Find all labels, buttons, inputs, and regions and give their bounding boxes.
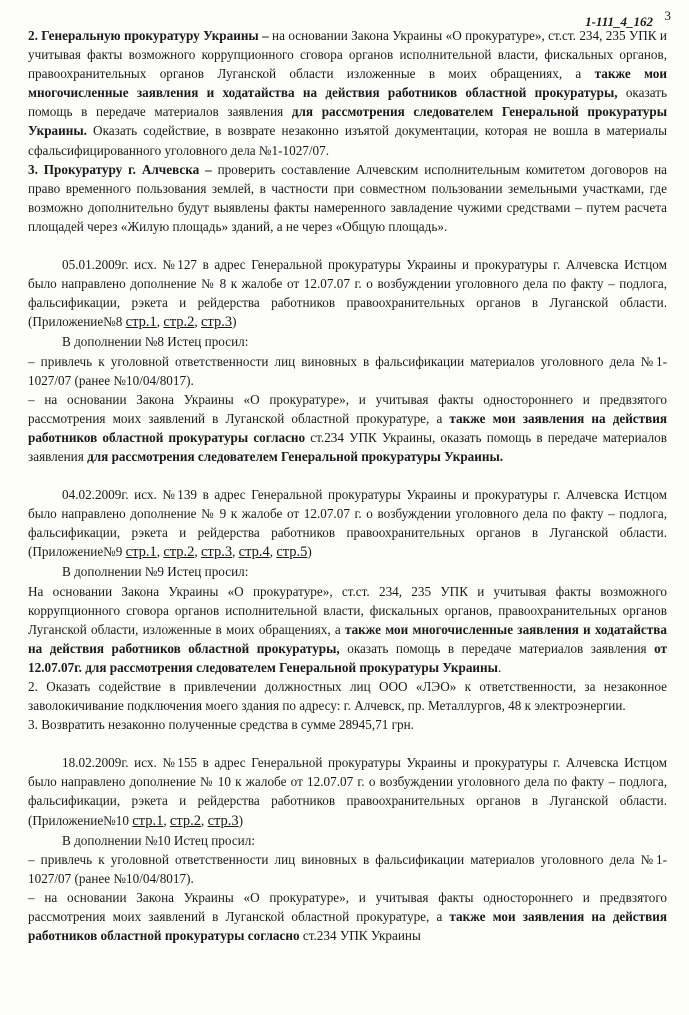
supplement-10-item: – привлечь к уголовной ответственности лиц виновных в фальсификации материалов уголовного дела №1-1027/07 (ранее №10/04/8017). [28,851,667,886]
document-code: 1-111_4_162 [585,14,653,29]
appendix-8-page-link[interactable]: стр.2 [163,314,195,331]
appendix-9-page-link[interactable]: стр.1 [125,544,157,561]
appendix-9-page-link[interactable]: стр.5 [276,544,308,561]
supplement-10-requested: В дополнении №10 Истец просил: [62,832,255,848]
supplement-10-intro: 18.02.2009г. исх. №155 в адрес Генеральной прокуратуры Украины и прокуратуры г. Алчевска Истцом было направлено дополнение № 10 к жалобе от 12.07.07 г. о возбуждении уголовного дела по факту – подлога, фальсификации, рэкета и рейдерства работников правоохранительных органов в Луганской области. (Приложение№10 стр.1, стр.2, стр.3) [28,755,667,829]
appendix-9-page-link[interactable]: стр.3 [201,544,233,561]
page-number: 3 [664,8,671,23]
section-2-heading: 2. Генеральную прокуратуру Украины – [28,28,269,43]
supplement-9-item: На основании Закона Украины «О прокуратуре», ст.ст. 234, 235 УПК и учитывая факты возможного коррупционного сговора органов исполнительной власти, фискальных органов, правоохранительных органов Луганской области, изложенные в моих обращениях, а также мои многочисленные заявления и ходатайства на действия работников областной прокуратуры, оказать помощь в передаче материалов заявления от 12.07.07г. для рассмотрения следователем Генеральной прокуратуры Украины. [28,583,667,675]
document-body [28,26,667,945]
appendix-10-page-link[interactable]: стр.3 [207,812,239,829]
supplement-8-intro: 05.01.2009г. исх. №127 в адрес Генеральной прокуратуры Украины и прокуратуры г. Алчевска Истцом было направлено дополнение № 8 к жалобе от 12.07.07 г. о возбуждении уголовного дела по факту – подлога, фальсификации, рэкета и рейдерства работников правоохранительных органов в Луганской области. (Приложение№8 стр.1, стр.2, стр.3) [28,257,667,331]
supplement-9-item: 3. Возвратить незаконно полученные средства в сумме 28945,71 грн. [28,717,414,733]
supplement-9-requested: В дополнении №9 Истец просил: [62,564,249,580]
appendix-9-page-link[interactable]: стр.2 [163,544,195,561]
section-3-heading: 3. Прокуратуру г. Алчевска – [28,161,212,177]
appendix-10-page-link[interactable]: стр.2 [169,812,201,829]
appendix-10-page-link[interactable]: стр.1 [132,812,164,829]
section-2-paragraph: 2. Генеральную прокуратуру Украины – на основании Закона Украины «О прокуратуре», ст.ст. 234, 235 УПК и учитывая факты возможного коррупционного сговора органов исполнительной власти, фискальных органов, правоохранительных органов Луганской области изложенные в моих обращениях, а также мои многочисленные заявления и ходатайства на действия работников областной прокуратуры, оказать помощь в передаче материалов заявления для рассмотрения следователем Генеральной прокуратуры Украины. Оказать содействие, в возврате незаконно изъятой документации, которая не вошла в материалы сфальсифицированного уголовного дела №1-1027/07. [28,28,668,158]
supplement-10-item: – на основании Закона Украины «О прокуратуре», и учитывая факты одностороннего и предвзятого рассмотрения моих заявлений в Луганской областной прокуратуре, а также мои заявления на действия работников областной прокуратуры согласно ст.234 УПК Украины [28,889,667,944]
supplement-9-item: 2. Оказать содействие в привлечении должностных лиц ООО «ЛЭО» к ответственности, за незаконное заволокичивание подключения моего здания по адресу: г. Алчевск, пр. Металлургов, 48 к электроэнергии. [28,679,667,714]
appendix-9-page-link[interactable]: стр.4 [238,544,270,561]
appendix-8-page-link[interactable]: стр.3 [201,314,233,331]
supplement-9-intro: 04.02.2009г. исх. №139 в адрес Генеральной прокуратуры Украины и прокуратуры г. Алчевска Истцом было направлено дополнение № 9 к жалобе от 12.07.07 г. о возбуждении уголовного дела по факту – подлога, фальсификации, рэкета и рейдерства работников правоохранительных органов в Луганской области. (Приложение№9 стр.1, стр.2, стр.3, стр.4, стр.5) [28,487,667,561]
appendix-8-page-link[interactable]: стр.1 [125,314,157,331]
section-3-paragraph: 3. Прокуратуру г. Алчевска – проверить составление Алчевским исполнительным комитетом договоров на право временного пользования землей, в частности при совместном пользовании земельными участками, где возможно дополнительно будут выявлены факты намеренного завладение чужими средствами – путем расчета площадей через «Жилую площадь» зданий, а не через «Общую площадь». [28,161,667,234]
supplement-8-item: – привлечь к уголовной ответственности лиц виновных в фальсификации материалов уголовного дела №1-1027/07 (ранее №10/04/8017). [28,353,667,388]
supplement-8-requested: В дополнении №8 Истец просил: [62,334,249,350]
supplement-8-item: – на основании Закона Украины «О прокуратуре», и учитывая факты одностороннего и предвзятого рассмотрения моих заявлений в Луганской областной прокуратуре, а также мои заявления на действия работников областной прокуратуры согласно ст.234 УПК Украины, оказать помощь в передаче материалов заявления для рассмотрения следователем Генеральной прокуратуры Украины. [28,391,668,464]
